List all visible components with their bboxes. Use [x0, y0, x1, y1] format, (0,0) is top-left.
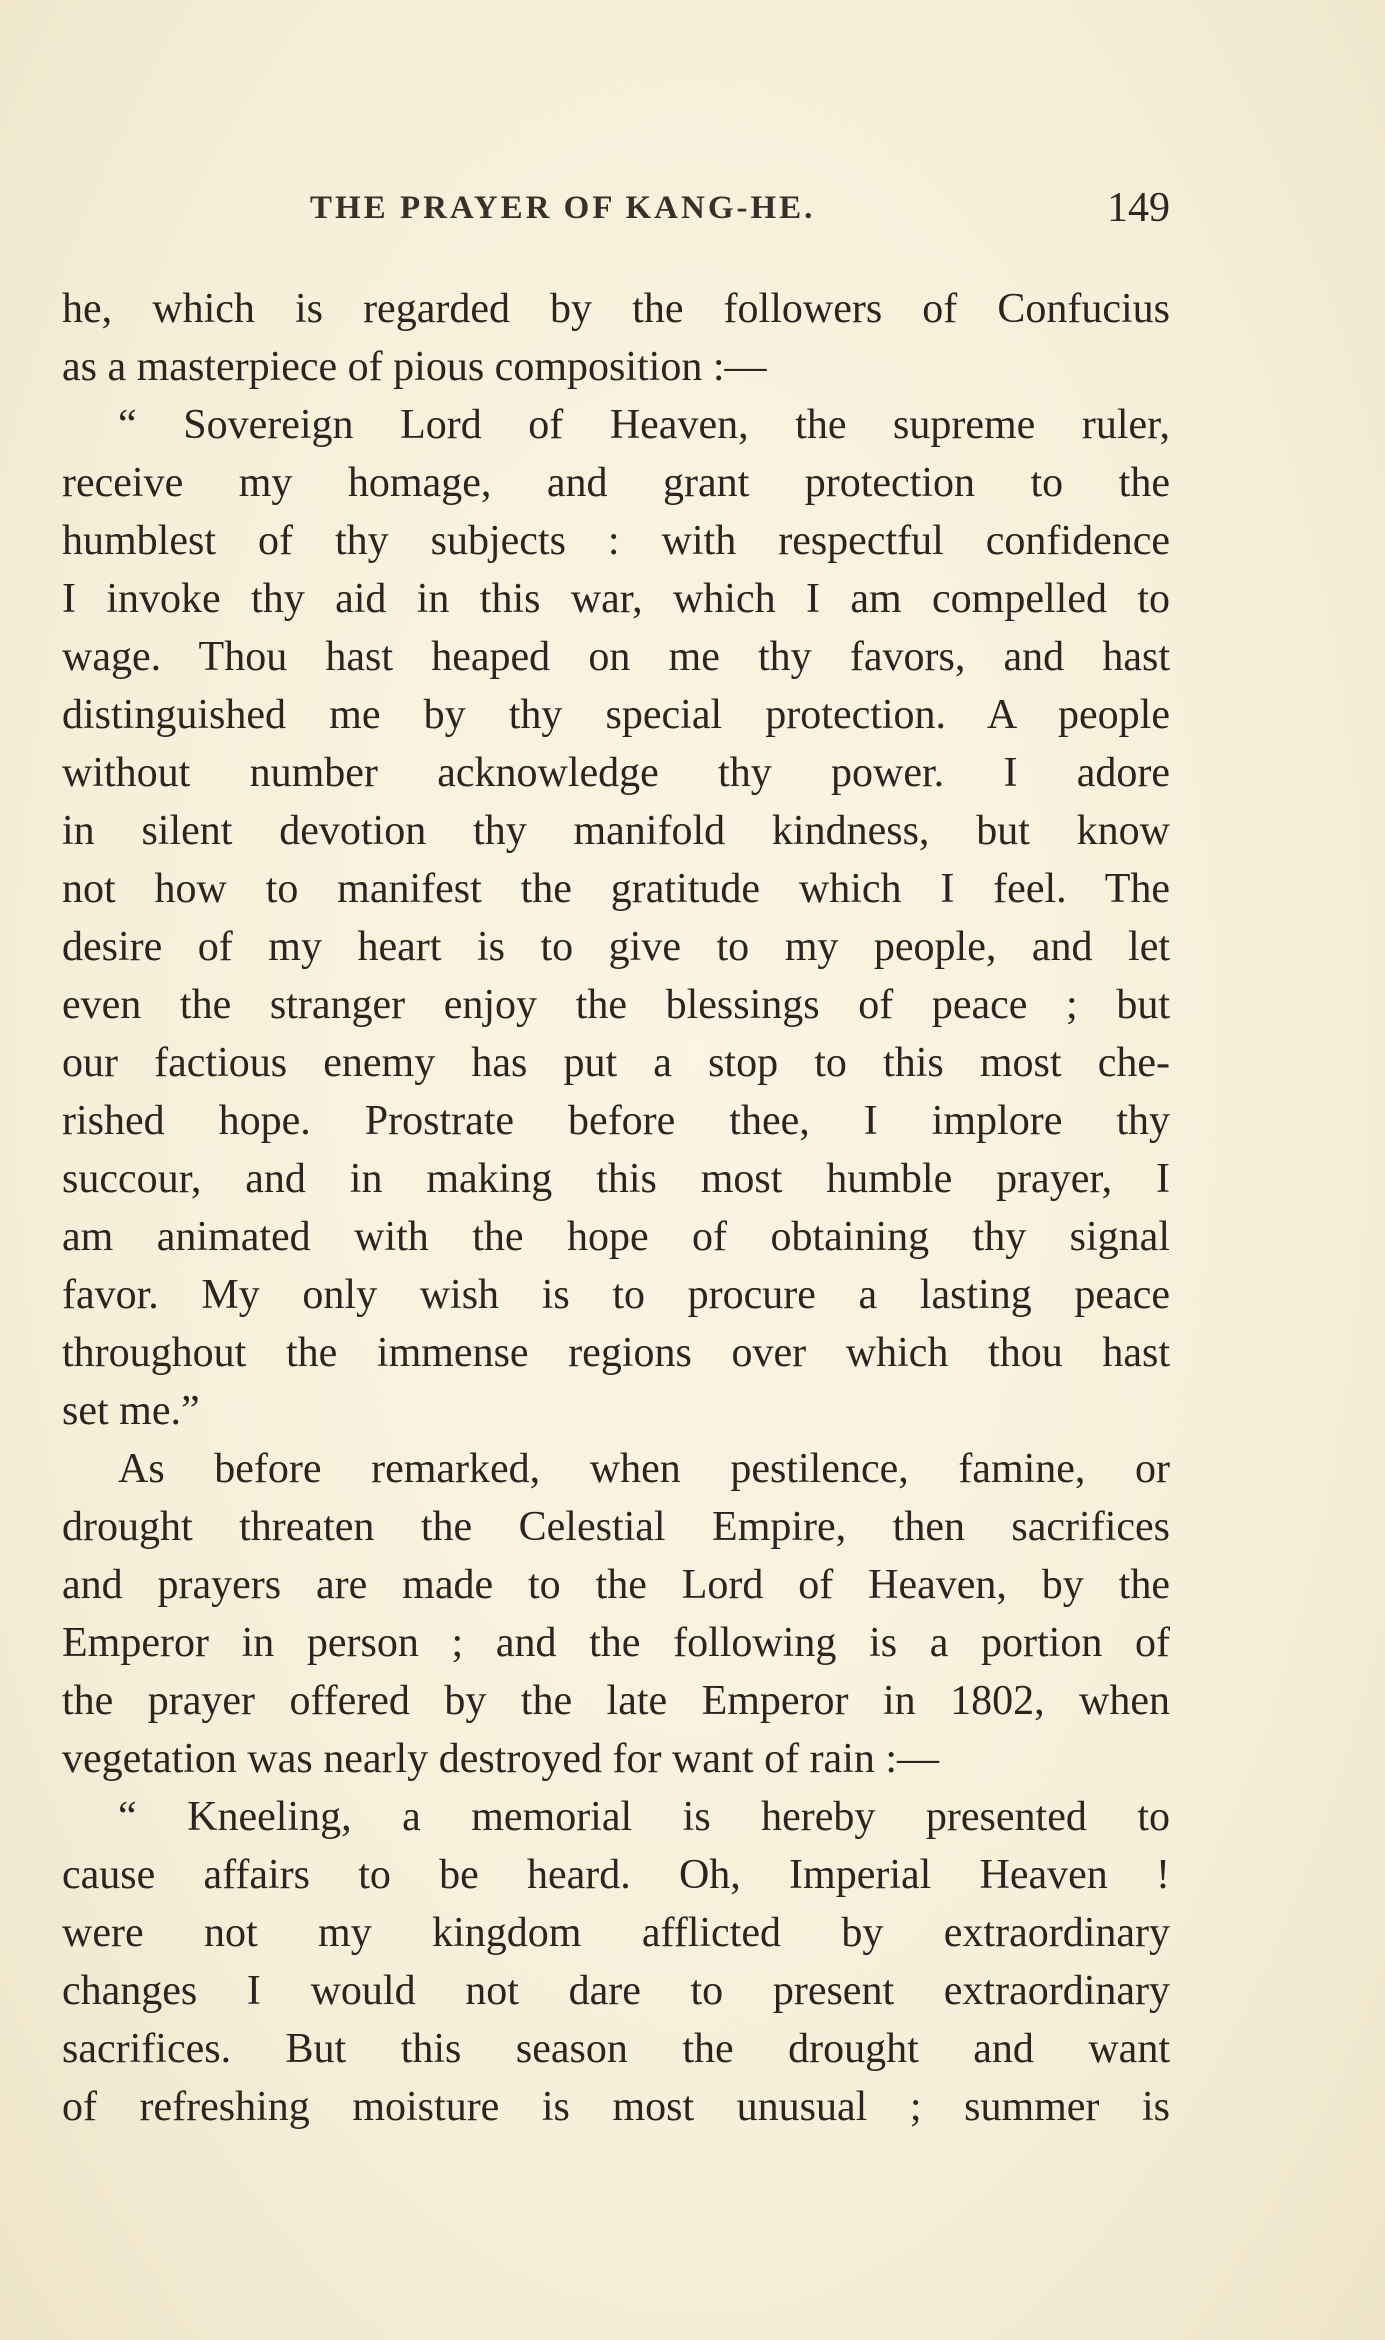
- text-line: desire of my heart is to give to my people, and let: [62, 924, 1170, 970]
- running-head: THE PRAYER OF KANG-HE.: [310, 190, 816, 226]
- text-line: not how to manifest the gratitude which I feel. The: [62, 866, 1170, 912]
- text-line: Emperor in person ; and the following is a portion of: [62, 1620, 1170, 1666]
- text-line: As before remarked, when pestilence, famine, or: [118, 1446, 1170, 1492]
- text-line: were not my kingdom afflicted by extraordinary: [62, 1910, 1170, 1956]
- text-line: rished hope. Prostrate before thee, I implore thy: [62, 1098, 1170, 1144]
- text-line: am animated with the hope of obtaining thy signal: [62, 1214, 1170, 1260]
- text-line: changes I would not dare to present extraordinary: [62, 1968, 1170, 2014]
- text-line: receive my homage, and grant protection to the: [62, 460, 1170, 506]
- text-line: as a masterpiece of pious composition :—: [62, 344, 767, 390]
- text-line: set me.”: [62, 1388, 200, 1434]
- text-line: he, which is regarded by the followers of Confucius: [62, 286, 1170, 332]
- text-line: of refreshing moisture is most unusual ; summer is: [62, 2084, 1170, 2130]
- text-line: humblest of thy subjects : with respectful confidence: [62, 518, 1170, 564]
- text-line: wage. Thou hast heaped on me thy favors, and hast: [62, 634, 1170, 680]
- text-line: cause affairs to be heard. Oh, Imperial Heaven !: [62, 1852, 1170, 1898]
- text-line: and prayers are made to the Lord of Heaven, by the: [62, 1562, 1170, 1608]
- text-line: drought threaten the Celestial Empire, then sacrifices: [62, 1504, 1170, 1550]
- text-line: distinguished me by thy special protection. A people: [62, 692, 1170, 738]
- text-line: without number acknowledge thy power. I adore: [62, 750, 1170, 796]
- text-line: the prayer offered by the late Emperor in 1802, when: [62, 1678, 1170, 1724]
- text-line: in silent devotion thy manifold kindness, but know: [62, 808, 1170, 854]
- text-line: sacrifices. But this season the drought and want: [62, 2026, 1170, 2072]
- text-line: throughout the immense regions over which thou hast: [62, 1330, 1170, 1376]
- page-number: 149: [1107, 185, 1170, 231]
- body-text: [62, 280, 1170, 2136]
- text-line: I invoke thy aid in this war, which I am compelled to: [62, 576, 1170, 622]
- text-line: vegetation was nearly destroyed for want of rain :—: [62, 1736, 940, 1782]
- text-line: succour, and in making this most humble prayer, I: [62, 1156, 1170, 1202]
- text-line: our factious enemy has put a stop to this most che-: [62, 1040, 1170, 1086]
- text-line: “ Kneeling, a memorial is hereby presented to: [118, 1794, 1170, 1840]
- page-header: [62, 185, 1170, 240]
- text-line: “ Sovereign Lord of Heaven, the supreme ruler,: [118, 402, 1170, 448]
- text-line: favor. My only wish is to procure a lasting peace: [62, 1272, 1170, 1318]
- text-line: even the stranger enjoy the blessings of peace ; but: [62, 982, 1170, 1028]
